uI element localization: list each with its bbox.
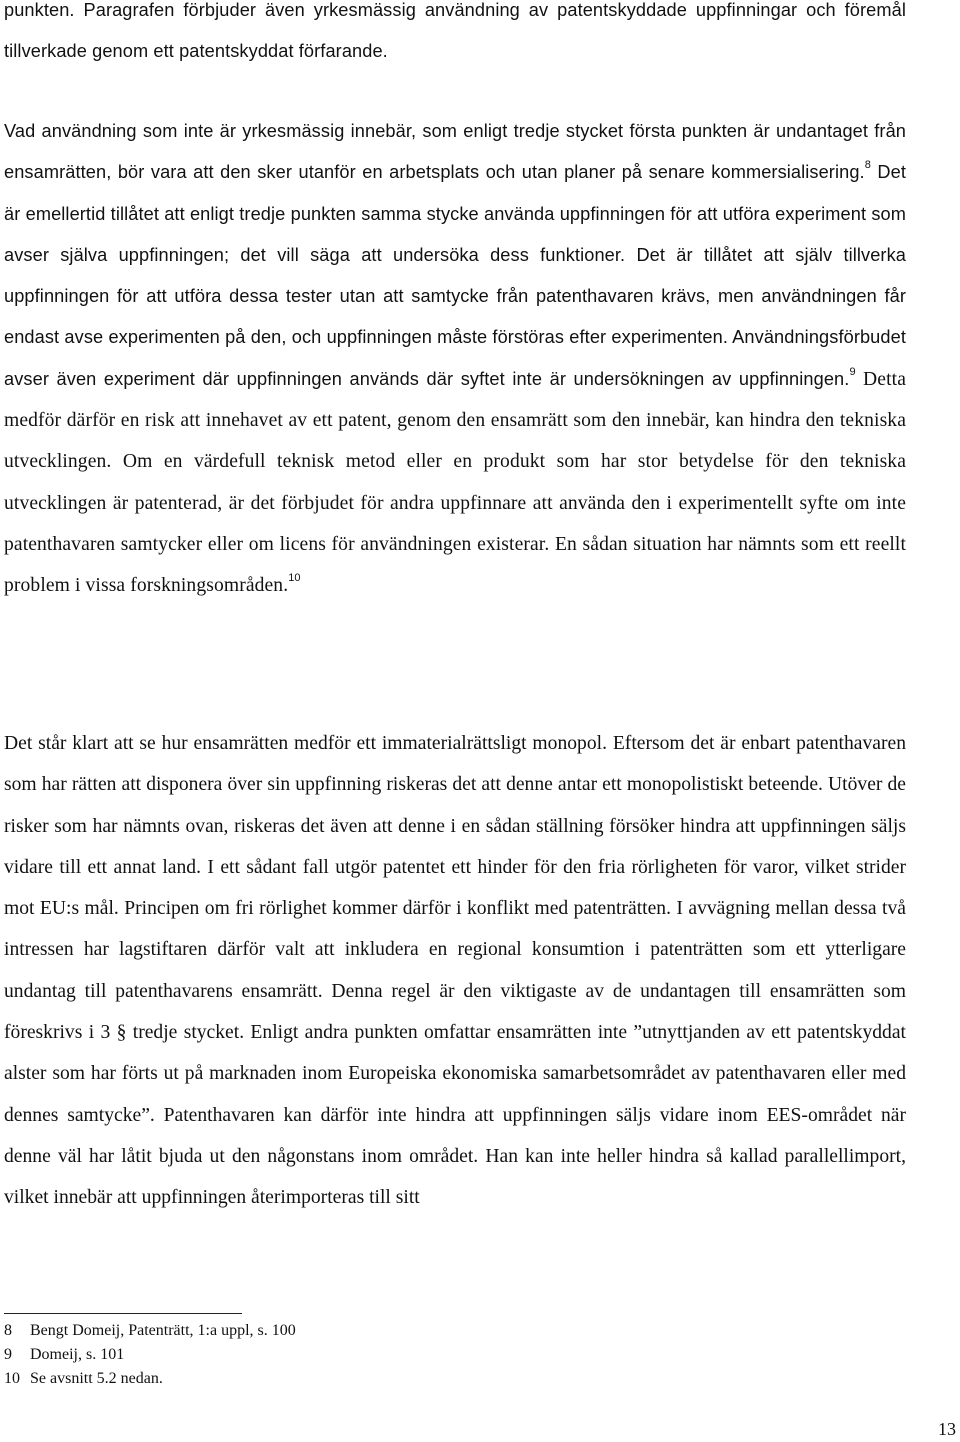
footnote-10 (4, 1367, 296, 1391)
footnote-9 (4, 1343, 296, 1367)
footnote-separator (4, 1313, 242, 1314)
footnote-ref-8[interactable]: 8 (864, 159, 871, 172)
page-number: 13 (938, 1419, 956, 1439)
paragraph-2 (4, 111, 906, 607)
footnote-ref-10[interactable]: 10 (288, 572, 301, 585)
footnote-ref-9[interactable]: 9 (849, 365, 856, 378)
footnotes (4, 1319, 296, 1391)
footnote-number: 10 (4, 1370, 20, 1387)
paragraph-2-sentence-2: Det är emellertid tillåtet att enligt tredje punkten samma stycke använda uppfinningen för att utföra experiment som avser själva uppfinningen; det vill säga att undersöka dess funktioner. Det är tillåtet att själv tillverka uppfinningen för att utföra dessa tester utan att samtycke från patenthavaren krävs, men användningen får endast avse experimenten på den, och uppfinningen måste förstöras efter experimenten. Användningsförbudet avser även experiment där uppfinningen används där syftet inte är undersökningen av uppfinningen. (4, 162, 906, 389)
footnote-text: Domeij, s. 101 (30, 1346, 125, 1363)
paragraph-2-sentence-1: Vad användning som inte är yrkesmässig innebär, som enligt tredje stycket första punkten är undantaget från ensamrätten, bör vara att den sker utanför en arbetsplats och utan planer på senare kommersialisering. (4, 121, 906, 183)
footnote-number: 9 (4, 1346, 12, 1363)
paragraph-3-text: Det står klart att se hur ensamrätten medför ett immaterialrättsligt monopol. Eftersom det är enbart patenthavaren som har rätten att disponera över sin uppfinning riskeras det att denne antar ett monopolistiskt beteende. Utöver de risker som har nämnts ovan, riskeras det även att denne i en sådan ställning försöker hindra att uppfinningen säljs vidare till ett annat land. I ett sådant fall utgör patentet ett hinder för den fria rörligheten för varor, vilket strider mot EU:s mål. Principen om fri rörlighet kommer därför i konflikt med patenträtten. I avvägning mellan dessa två intressen har lagstiftaren därför valt att inkludera en regional konsumtion i patenträtten som ett ytterligare undantag till patenthavarens ensamrätt. Denna regel är den viktigaste av de undantagen till ensamrätten som föreskrivs i 3 § tredje stycket. Enligt andra punkten omfattar ensamrätten inte ”utnyttjanden av ett patentskyddat alster som har förts ut på marknaden inom Europeiska ekonomiska samarbetsområdet av patenthavaren eller med dennes samtycke”. Patenthavaren kan därför inte hindra att uppfinningen säljs vidare inom EES-området när denne väl har låtit bjuda ut den någonstans inom området. Han kan inte heller hindra så kallad parallellimport, vilket innebär att uppfinningen återimporteras till sitt (4, 733, 906, 1209)
footnote-text: Bengt Domeij, Patenträtt, 1:a uppl, s. 100 (30, 1322, 296, 1339)
footnote-number: 8 (4, 1322, 12, 1339)
footnote-8 (4, 1319, 296, 1343)
paragraph-1 (4, 0, 906, 73)
paragraph-3 (4, 723, 906, 1219)
footnote-text: Se avsnitt 5.2 nedan. (30, 1370, 163, 1387)
paragraph-1-text: punkten. Paragrafen förbjuder även yrkesmässig användning av patentskyddade uppfinningar och föremål tillverkade genom ett patentskyddat förfarande. (4, 0, 906, 62)
paragraph-2-sentence-3: Detta medför därför en risk att innehavet av ett patent, genom den ensamrätt som den innebär, kan hindra den tekniska utvecklingen. Om en värdefull teknisk metod eller en produkt som har stor betydelse för den tekniska utvecklingen är patenterad, är det förbjudet för andra uppfinnare att använda den i experimentellt syfte om inte patenthavaren samtycker eller om licens för användningen existerar. En sådan situation har nämnts som ett reellt problem i vissa forskningsområden. (4, 368, 906, 597)
